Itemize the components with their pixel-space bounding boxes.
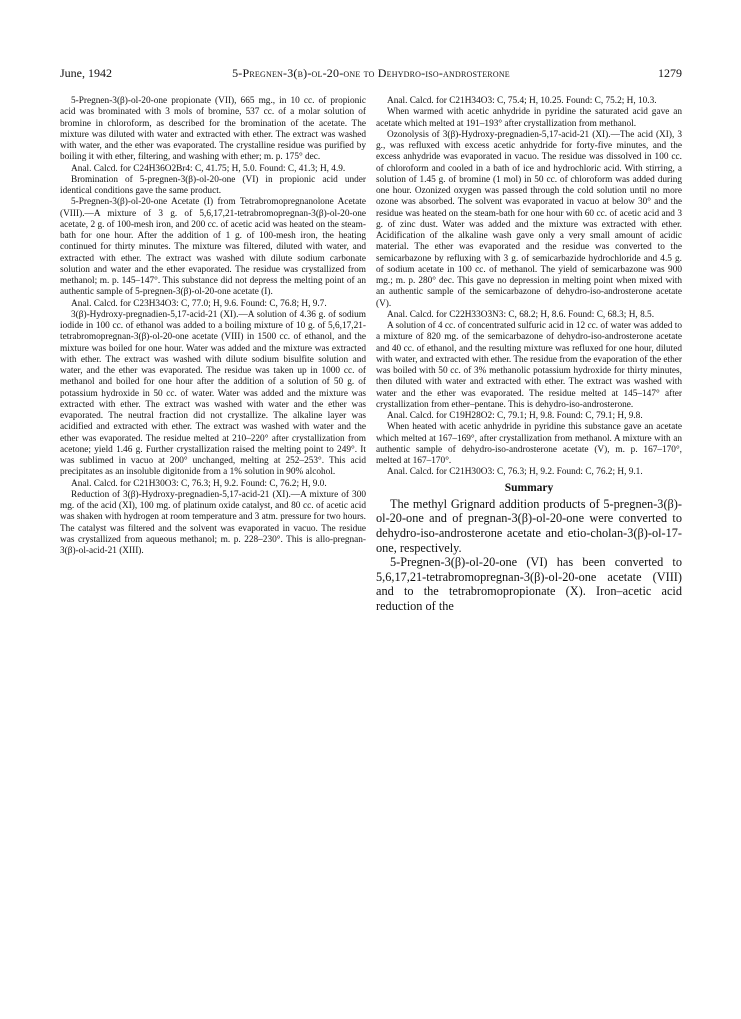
analysis-acid-xi: Anal. Calcd. for C21H30O3: C, 76.3; H, 9.2. Found: C, 76.2; H, 9.0. (71, 478, 327, 489)
analysis-semicarbazone: Anal. Calcd. for C22H33O3N3: C, 68.2; H, 8.6. Found: C, 68.3; H, 8.5. (387, 309, 655, 320)
paragraph-ozonolysis: Ozonolysis of 3(β)-Hydroxy-pregnadien-5,17-acid-21 (XI).—The acid (XI), 3 g., was refluxed with excess acetic anhydride for forty-five minutes, and the excess anhydride was evaporated in vacuo. The residue was dissolved in 100 cc. of chloroform and cooled in a bath of ice and hydrochloric acid. With stirring, a solution of 1.45 g. of bromine (1 mol) in 50 cc. of chloroform was added during one hour. Ozonized oxygen was passed through the cold solution until no more ozone was absorbed. The solvent was evaporated in vacuo at below 30° and the residue was heated on the steam-bath for one hour with 60 cc. of acetic acid and 3 g. of zinc dust. Water was added and the mixture was extracted with ether. Acidification of the alkaline wash gave only a very small amount of acidic material. The ether was evaporated and the residue was converted to the semicarbazone by refluxing with 3 g. of semicarbazide hydrochloride and 4.5 g. of sodium acetate in 100 cc. of methanol. The yield of semicarbazone was 900 mg.; m. p. 280° dec. This gave no depression in melting point when mixed with an authentic sample of the semicarbazone of dehydro-iso-androsterone acetate (V). (376, 129, 682, 309)
header-date: June, 1942 (60, 66, 112, 80)
paragraph-acetate-from-tetrabromo: 5-Pregnen-3(β)-ol-20-one Acetate (I) from Tetrabromopregnanolone Acetate (VIII).—A mixture of 3 g. of 5,6,17,21-tetrabromopregnan-3(β)-ol-20-one acetate, 2 g. of 100-mesh iron, and 200 cc. of acetic acid was heated on the steam-bath for one hour. After the addition of 1 g. of 100-mesh iron, the heating continued for thirty minutes. The mixture was filtered, diluted with water, and extracted with ether. The extract was washed with dilute sodium carbonate solution and water and the ether evaporated. The residue was crystallized from methanol; m. p. 145–147°. This substance did not depress the melting point of an authentic sample of 5-pregnen-3(β)-ol-20-one acetate (I). (60, 197, 366, 298)
summary-paragraph-2: 5-Pregnen-3(β)-ol-20-one (VI) has been converted to 5,6,17,21-tetrabromopregnan-3(β)-ol-20-one acetate (VIII) and to the tetrabromopropionate (X). Iron–acetic acid reduction of the (376, 555, 682, 613)
paragraph-propionate-bromination: 5-Pregnen-3(β)-ol-20-one propionate (VII), 665 mg., in 10 cc. of propionic acid was brominated with 3 mols of bromine, 537 cc. of a molar solution of bromine in chloroform, as described for the bromination of the acetate. The mixture was diluted with water and extracted with ether. The extract was washed with water, and the ether was evaporated. The crystalline residue was purified by boiling it with ether, filtering, and washing with ether; m. p. 175° dec. (60, 96, 366, 163)
analysis-dehydro-iso-androsterone: Anal. Calcd. for C19H28O2: C, 79.1; H, 9.8. Found: C, 79.1; H, 9.8. (387, 411, 643, 421)
analysis-acetate-v: Anal. Calcd. for C21H30O3: C, 76.3; H, 9.2. Found: C, 76.2; H, 9.1. (387, 467, 643, 478)
paragraph-reduction: Reduction of 3(β)-Hydroxy-pregnadien-5,17-acid-21 (XI).—A mixture of 300 mg. of the acid (XI), 100 mg. of platinum oxide catalyst, and 80 cc. of acetic acid was shaken with hydrogen at room temperature and 3 atm. pressure for two hours. The catalyst was filtered and the solvent was evaporated in vacuo. The residue was crystallized from aqueous methanol; m. p. 228–230°. This is allo-pregnan-3(β)-ol-acid-21 (XIII). (60, 489, 366, 556)
paragraph-hydroxy-pregnadien-acid: 3(β)-Hydroxy-pregnadien-5,17-acid-21 (XI).—A solution of 4.36 g. of sodium iodide in 100 cc. of ethanol was added to a boiling mixture of 10 g. of 5,6,17,21-tetrabromopregnan-3(β)-ol-20-one acetate (VIII) in 1500 cc. of ethanol, and the mixture was boiled for one hour. Water was added and the mixture was extracted with ether. The extract was washed with dilute sodium bisulfite solution and water, and the ether was evaporated. The residue was taken up in 1000 cc. of methanol and boiled for one hour after the addition of a solution of 50 g. of potassium hydroxide in 50 cc. of water. Water was added and the mixture was extracted with ether. The extract was washed with water and the ether was evaporated. The neutral fraction did not crystallize. The alkaline layer was acidified and extracted with ether. The extract was washed with water and the ether was evaporated. The residue melted at 210–220° after crystallization from acetone; yield 1.46 g. Further crystallization raised the melting point to 249°. It was sublimed in vacuo at 200° unchanged, melting at 252–253°. This acid precipitates as an insoluble digitonide from a 1% solution in 90% alcohol. (60, 309, 366, 478)
analysis-saturated-acid: Anal. Calcd. for C21H34O3: C, 75.4; H, 10.25. Found: C, 75.2; H, 10.3. (387, 96, 657, 106)
summary-heading: Summary (504, 481, 554, 494)
summary-section (376, 497, 682, 614)
paragraph-hydrolysis: A solution of 4 cc. of concentrated sulfuric acid in 12 cc. of water was added to a mixture of 820 mg. of the semicarbazone of dehydro-iso-androsterone acetate and 40 cc. of ethanol, and the resulting mixture was refluxed for one hour, diluted with water, and extracted with ether. The residue from the evaporation of the ether was boiled with 50 cc. of 3% methanolic potassium hydroxide for thirty minutes, then diluted with water and extracted with ether. The extract was washed with water and the ether was evaporated. The residue melted at 145–147° after crystallization from ether–pentane. This is dehydro-iso-androsterone. (376, 321, 682, 410)
analysis-tetrabromo-propionate: Anal. Calcd. for C24H36O2Br4: C, 41.75; H, 5.0. Found: C, 41.3; H, 4.9. (71, 163, 346, 174)
analysis-acetate: Anal. Calcd. for C23H34O3: C, 77.0; H, 9.6. Found: C, 76.8; H, 9.7. (71, 298, 327, 309)
paragraph-bromination-propionic: Bromination of 5-pregnen-3(β)-ol-20-one (VI) in propionic acid under identical conditions gave the same product. (60, 174, 366, 196)
paragraph-acetylation: When heated with acetic anhydride in pyridine this substance gave an acetate which melted at 167–169°, after crystallization from methanol. A mixture with an authentic sample of dehydro-iso-androsterone acetate (V), m. p. 167–170°, melted at 167–170°. (376, 422, 682, 466)
paragraph-acetate-saturated: When warmed with acetic anhydride in pyridine the saturated acid gave an acetate which melted at 191–193° after crystallization from methanol. (376, 107, 682, 129)
running-header (60, 66, 682, 82)
header-title: 5-Pregnen-3(β)-ol-20-one to Dehydro-iso-androsterone (232, 66, 510, 80)
left-column (60, 96, 366, 557)
right-column (376, 96, 682, 614)
page-number: 1279 (658, 66, 682, 80)
summary-paragraph-1: The methyl Grignard addition products of 5-pregnen-3(β)-ol-20-one and of pregnan-3(β)-ol-20-one were converted to dehydro-iso-androsterone acetate and etio-cholan-3(β)-ol-17-one, respectively. (376, 496, 682, 555)
